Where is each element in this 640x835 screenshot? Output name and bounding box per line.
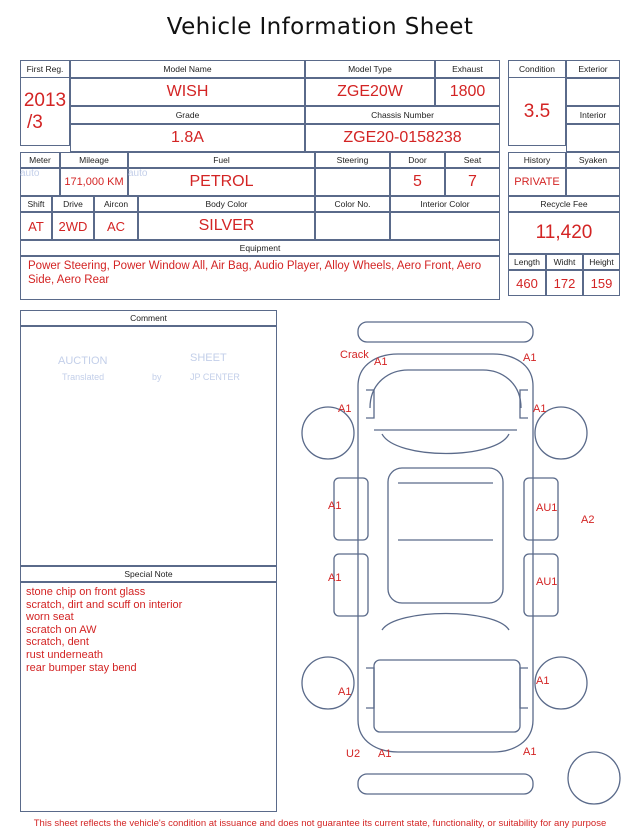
damage-mark: Crack <box>340 349 369 361</box>
model-type-value-cell: ZGE20W <box>305 78 435 106</box>
damage-mark: AU1 <box>536 576 558 588</box>
first-reg-year: 2013 <box>23 89 67 111</box>
width-label-cell: Widht <box>546 254 583 270</box>
special-note-list <box>21 583 187 677</box>
exhaust-label-cell: Exhaust <box>435 60 500 78</box>
door-value-cell: 5 <box>390 168 445 196</box>
steering-label-cell: Steering <box>315 152 390 168</box>
damage-mark: A1 <box>328 500 342 512</box>
watermark-by: by <box>152 372 162 382</box>
width-value-cell: 172 <box>546 270 583 296</box>
exterior-label-cell: Exterior <box>566 60 620 78</box>
damage-mark: A1 <box>338 686 352 698</box>
equipment-label-cell: Equipment <box>20 240 500 256</box>
fuel-value-cell: PETROL <box>128 168 315 196</box>
history-label-cell: History <box>508 152 566 168</box>
steering-value-cell <box>315 168 390 196</box>
syaken-value-cell <box>566 168 620 196</box>
interior-label-cell: Interior <box>566 106 620 124</box>
watermark-sheet: SHEET <box>190 352 227 364</box>
shift-value-cell: AT <box>20 212 52 240</box>
model-name-label-cell: Model Name <box>70 60 305 78</box>
color-no-value-cell <box>315 212 390 240</box>
length-value-cell: 460 <box>508 270 546 296</box>
height-label-cell: Height <box>583 254 620 270</box>
damage-mark: A1 <box>523 352 537 364</box>
seat-value-cell: 7 <box>445 168 500 196</box>
height-value-cell: 159 <box>583 270 620 296</box>
exhaust-value-cell: 1800 <box>435 78 500 106</box>
damage-mark: A1 <box>378 748 392 760</box>
watermark-auto-mid: auto <box>128 168 148 179</box>
special-note-label-cell: Special Note <box>20 566 277 582</box>
fuel-label-cell: Fuel <box>128 152 315 168</box>
length-label-cell: Length <box>508 254 546 270</box>
comment-label-cell: Comment <box>20 310 277 326</box>
grade-value-cell: 1.8A <box>70 124 305 152</box>
meter-label-cell: Meter <box>20 152 60 168</box>
body-color-label-cell: Body Color <box>138 196 315 212</box>
first-reg-value-cell <box>20 78 70 146</box>
chassis-label-cell: Chassis Number <box>305 106 500 124</box>
vehicle-damage-diagram <box>278 308 638 813</box>
drive-label-cell: Drive <box>52 196 94 212</box>
grade-label-cell: Grade <box>70 106 305 124</box>
history-value-cell: PRIVATE <box>508 168 566 196</box>
recycle-fee-value-cell: 11,420 <box>508 212 620 254</box>
exterior-value-cell <box>566 78 620 106</box>
model-type-label-cell: Model Type <box>305 60 435 78</box>
mileage-value-cell: 171,000 KM <box>60 168 128 196</box>
syaken-label-cell: Syaken <box>566 152 620 168</box>
damage-mark: A1 <box>536 675 550 687</box>
watermark-jpcenter: JP CENTER <box>190 372 240 382</box>
watermark-auction: AUCTION <box>58 355 108 367</box>
color-no-label-cell: Color No. <box>315 196 390 212</box>
watermark-auto-left: auto <box>20 168 40 179</box>
recycle-fee-label-cell: Recycle Fee <box>508 196 620 212</box>
special-note-line: worn seat <box>26 611 74 624</box>
interior-color-value-cell <box>390 212 500 240</box>
special-note-value-cell <box>20 582 277 812</box>
damage-mark: U2 <box>346 748 361 760</box>
special-note-line: stone chip on front glass <box>26 586 146 598</box>
damage-mark: A1 <box>523 746 537 758</box>
equipment-value-cell: Power Steering, Power Window All, Air Bag, Audio Player, Alloy Wheels, Aero Front, Aero Side, Aero Rear <box>20 256 500 300</box>
page-title: Vehicle Information Sheet <box>166 14 474 40</box>
seat-label-cell: Seat <box>445 152 500 168</box>
aircon-value-cell: AC <box>94 212 138 240</box>
interior-value-cell <box>566 124 620 152</box>
mileage-label-cell: Mileage <box>60 152 128 168</box>
condition-label-cell: Condition <box>508 60 566 78</box>
first-reg-label-cell: First Reg. <box>20 60 70 78</box>
special-note-line: rust underneath <box>26 648 104 661</box>
footer-disclaimer: This sheet reflects the vehicle's condition at issuance and does not guarantee its current state, functionality, or suitability for any purpose <box>33 818 607 829</box>
special-note-line: scratch, dent <box>26 636 89 649</box>
damage-mark: A1 <box>338 403 352 415</box>
watermark-translated: Translated <box>62 372 105 382</box>
special-note-line: scratch, dirt and scuff on interior <box>26 598 183 611</box>
special-note-line: scratch on AW <box>26 623 97 636</box>
chassis-value-cell: ZGE20-0158238 <box>305 124 500 152</box>
drive-value-cell: 2WD <box>52 212 94 240</box>
damage-mark: AU1 <box>536 502 558 514</box>
condition-value-cell: 3.5 <box>508 78 566 146</box>
interior-color-label-cell: Interior Color <box>390 196 500 212</box>
damage-mark: A2 <box>581 514 595 526</box>
first-reg-month: /3 <box>27 111 43 133</box>
model-name-value-cell: WISH <box>70 78 305 106</box>
damage-mark: A1 <box>533 403 547 415</box>
special-note-line: rear bumper stay bend <box>26 661 137 674</box>
damage-mark: A1 <box>328 572 342 584</box>
body-color-value-cell: SILVER <box>138 212 315 240</box>
door-label-cell: Door <box>390 152 445 168</box>
damage-mark: A1 <box>374 356 388 368</box>
shift-label-cell: Shift <box>20 196 52 212</box>
aircon-label-cell: Aircon <box>94 196 138 212</box>
